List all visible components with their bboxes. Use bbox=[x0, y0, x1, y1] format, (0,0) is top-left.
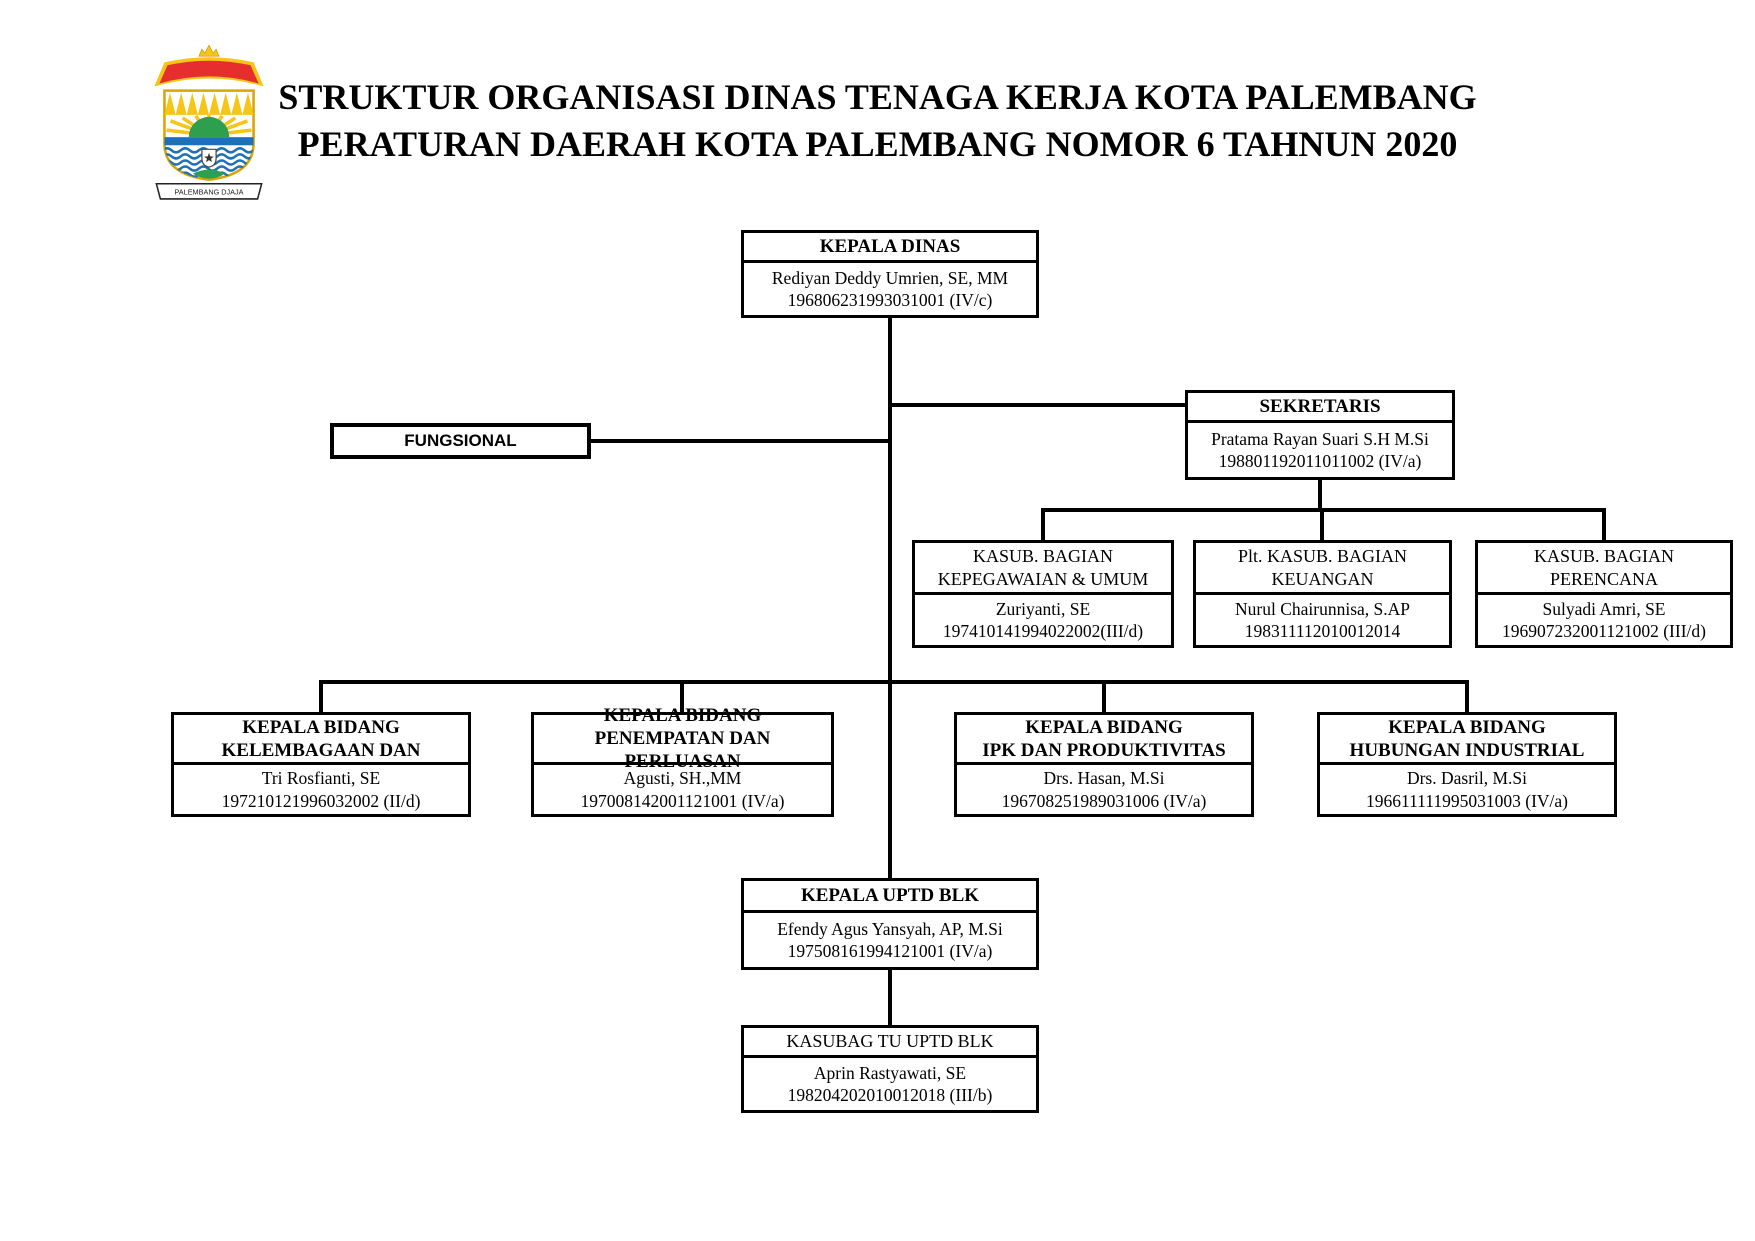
person-nip: 198311112010012014 bbox=[1244, 621, 1401, 641]
person-name: Drs. Hasan, M.Si bbox=[1043, 768, 1165, 789]
person-nip: 197410141994022002(III/d) bbox=[942, 621, 1144, 641]
node-title-text: KEPALA BIDANG bbox=[603, 705, 762, 726]
node-title-text: HUBUNGAN INDUSTRIAL bbox=[1349, 739, 1585, 761]
person-name: Nurul Chairunnisa, S.AP bbox=[1235, 598, 1410, 619]
node-title-text: KEPALA DINAS bbox=[819, 236, 961, 257]
connector-bidang-stub-3 bbox=[1102, 680, 1106, 712]
org-node-sekretaris bbox=[1185, 390, 1455, 480]
connector-sekretaris-branch bbox=[888, 403, 1185, 407]
connector-main-vertical bbox=[888, 318, 892, 878]
connector-bidang-horizontal bbox=[319, 680, 1469, 684]
node-title-kepala-dinas bbox=[744, 233, 1036, 263]
node-title-bidang-penempatan bbox=[534, 705, 831, 772]
node-body-kepala-dinas bbox=[744, 263, 1036, 315]
node-title-bidang-ipk bbox=[957, 715, 1251, 765]
node-title-text: KEUANGAN bbox=[1271, 568, 1374, 589]
org-node-bidang-kelembagaan bbox=[171, 712, 471, 817]
node-body-kasubag-tu bbox=[744, 1058, 1036, 1110]
node-title-kasub-keuangan bbox=[1196, 543, 1449, 595]
person-nip: 196708251989031006 (IV/a) bbox=[1001, 790, 1207, 811]
person-name: Agusti, SH.,MM bbox=[623, 768, 742, 789]
org-node-kasubag-tu bbox=[741, 1025, 1039, 1113]
person-nip: 196611111995031003 (IV/a) bbox=[1365, 790, 1569, 811]
node-title-text: KEPALA BIDANG bbox=[1025, 716, 1183, 738]
person-name: Pratama Rayan Suari S.H M.Si bbox=[1211, 428, 1429, 449]
node-title-text: IPK DAN PRODUKTIVITAS bbox=[982, 739, 1226, 761]
node-title-text: KEPALA UPTD BLK bbox=[800, 885, 980, 906]
person-name: Tri Rosfianti, SE bbox=[261, 768, 381, 789]
node-title-text: KEPEGAWAIAN & UMUM bbox=[937, 568, 1149, 589]
node-body-bidang-penempatan bbox=[534, 765, 831, 814]
node-title-kasubag-tu bbox=[744, 1028, 1036, 1058]
person-nip: 197210121996032002 (II/d) bbox=[221, 790, 421, 811]
node-body-uptd-blk bbox=[744, 913, 1036, 967]
person-name: Sulyadi Amri, SE bbox=[1542, 598, 1666, 619]
node-title-text: KASUB. BAGIAN bbox=[972, 545, 1113, 566]
person-nip: 196907232001121002 (III/d) bbox=[1502, 621, 1706, 641]
org-node-bidang-ipk bbox=[954, 712, 1254, 817]
node-title-text: PENEMPATAN DAN PERLUASAN bbox=[594, 728, 771, 772]
node-title-text: PERENCANA bbox=[1549, 568, 1658, 589]
person-nip: 197508161994121001 (IV/a) bbox=[787, 941, 993, 961]
node-title-text: KASUB. BAGIAN bbox=[1533, 545, 1674, 566]
person-name: Drs. Dasril, M.Si bbox=[1406, 768, 1528, 789]
node-body-bidang-hubungan bbox=[1320, 765, 1614, 814]
node-title-bidang-kelembagaan bbox=[174, 715, 468, 765]
person-name: Efendy Agus Yansyah, AP, M.Si bbox=[777, 918, 1003, 939]
connector-kasub-stub-3 bbox=[1602, 508, 1606, 540]
person-name: Aprin Rastyawati, SE bbox=[813, 1062, 967, 1083]
org-node-bidang-hubungan bbox=[1317, 712, 1617, 817]
node-title-text: KELEMBAGAAN DAN bbox=[221, 739, 421, 761]
node-body-kasub-keuangan bbox=[1196, 595, 1449, 645]
node-body-bidang-ipk bbox=[957, 765, 1251, 814]
node-title-sekretaris bbox=[1188, 393, 1452, 423]
node-body-bidang-kelembagaan bbox=[174, 765, 468, 814]
page-title bbox=[0, 74, 1755, 168]
person-nip: 198204202010012018 (III/b) bbox=[787, 1085, 993, 1105]
org-node-fungsional bbox=[330, 423, 591, 459]
node-title-text: KEPALA BIDANG bbox=[1388, 716, 1546, 738]
node-body-sekretaris bbox=[1188, 423, 1452, 477]
connector-bidang-stub-4 bbox=[1465, 680, 1469, 712]
connector-kasub-stub-1 bbox=[1041, 508, 1045, 540]
person-nip: 197008142001121001 (IV/a) bbox=[580, 790, 785, 811]
node-title-uptd-blk bbox=[744, 881, 1036, 913]
org-node-kasub-keuangan bbox=[1193, 540, 1452, 648]
node-title-bidang-hubungan bbox=[1320, 715, 1614, 765]
person-nip: 198801192011011002 (IV/a) bbox=[1218, 451, 1422, 471]
org-node-kepala-dinas bbox=[741, 230, 1039, 318]
node-body-kasub-perencana bbox=[1478, 595, 1730, 645]
page-title-line2: PERATURAN DAERAH KOTA PALEMBANG NOMOR 6 TAHNUN 2020 bbox=[297, 124, 1458, 164]
page-title-line1: STRUKTUR ORGANISASI DINAS TENAGA KERJA KOTA PALEMBANG bbox=[278, 77, 1477, 117]
connector-fungsional-branch bbox=[591, 439, 890, 443]
person-name: Zuriyanti, SE bbox=[995, 598, 1091, 619]
node-title-kasub-perencana bbox=[1478, 543, 1730, 595]
node-title-text: Plt. KASUB. BAGIAN bbox=[1237, 545, 1408, 566]
node-title-text: FUNGSIONAL bbox=[404, 431, 517, 450]
connector-bidang-stub-1 bbox=[319, 680, 323, 712]
node-body-kasub-kepegawaian bbox=[915, 595, 1171, 645]
node-title-text: KASUBAG TU UPTD BLK bbox=[786, 1031, 994, 1051]
node-title-text: KEPALA BIDANG bbox=[242, 716, 400, 738]
org-node-bidang-penempatan bbox=[531, 705, 834, 817]
connector-uptd-stub bbox=[888, 970, 892, 1025]
org-node-kasub-kepegawaian bbox=[912, 540, 1174, 648]
connector-kasub-stub-2 bbox=[1320, 508, 1324, 540]
emblem-motto-text: PALEMBANG DJAJA bbox=[174, 187, 244, 197]
node-title-text: SEKRETARIS bbox=[1259, 396, 1381, 417]
emblem-finial bbox=[199, 45, 219, 56]
node-title-kasub-kepegawaian bbox=[915, 543, 1171, 595]
person-nip: 196806231993031001 (IV/c) bbox=[787, 290, 993, 310]
org-node-uptd-blk bbox=[741, 878, 1039, 970]
org-node-kasub-perencana bbox=[1475, 540, 1733, 648]
person-name: Rediyan Deddy Umrien, SE, MM bbox=[771, 267, 1009, 288]
